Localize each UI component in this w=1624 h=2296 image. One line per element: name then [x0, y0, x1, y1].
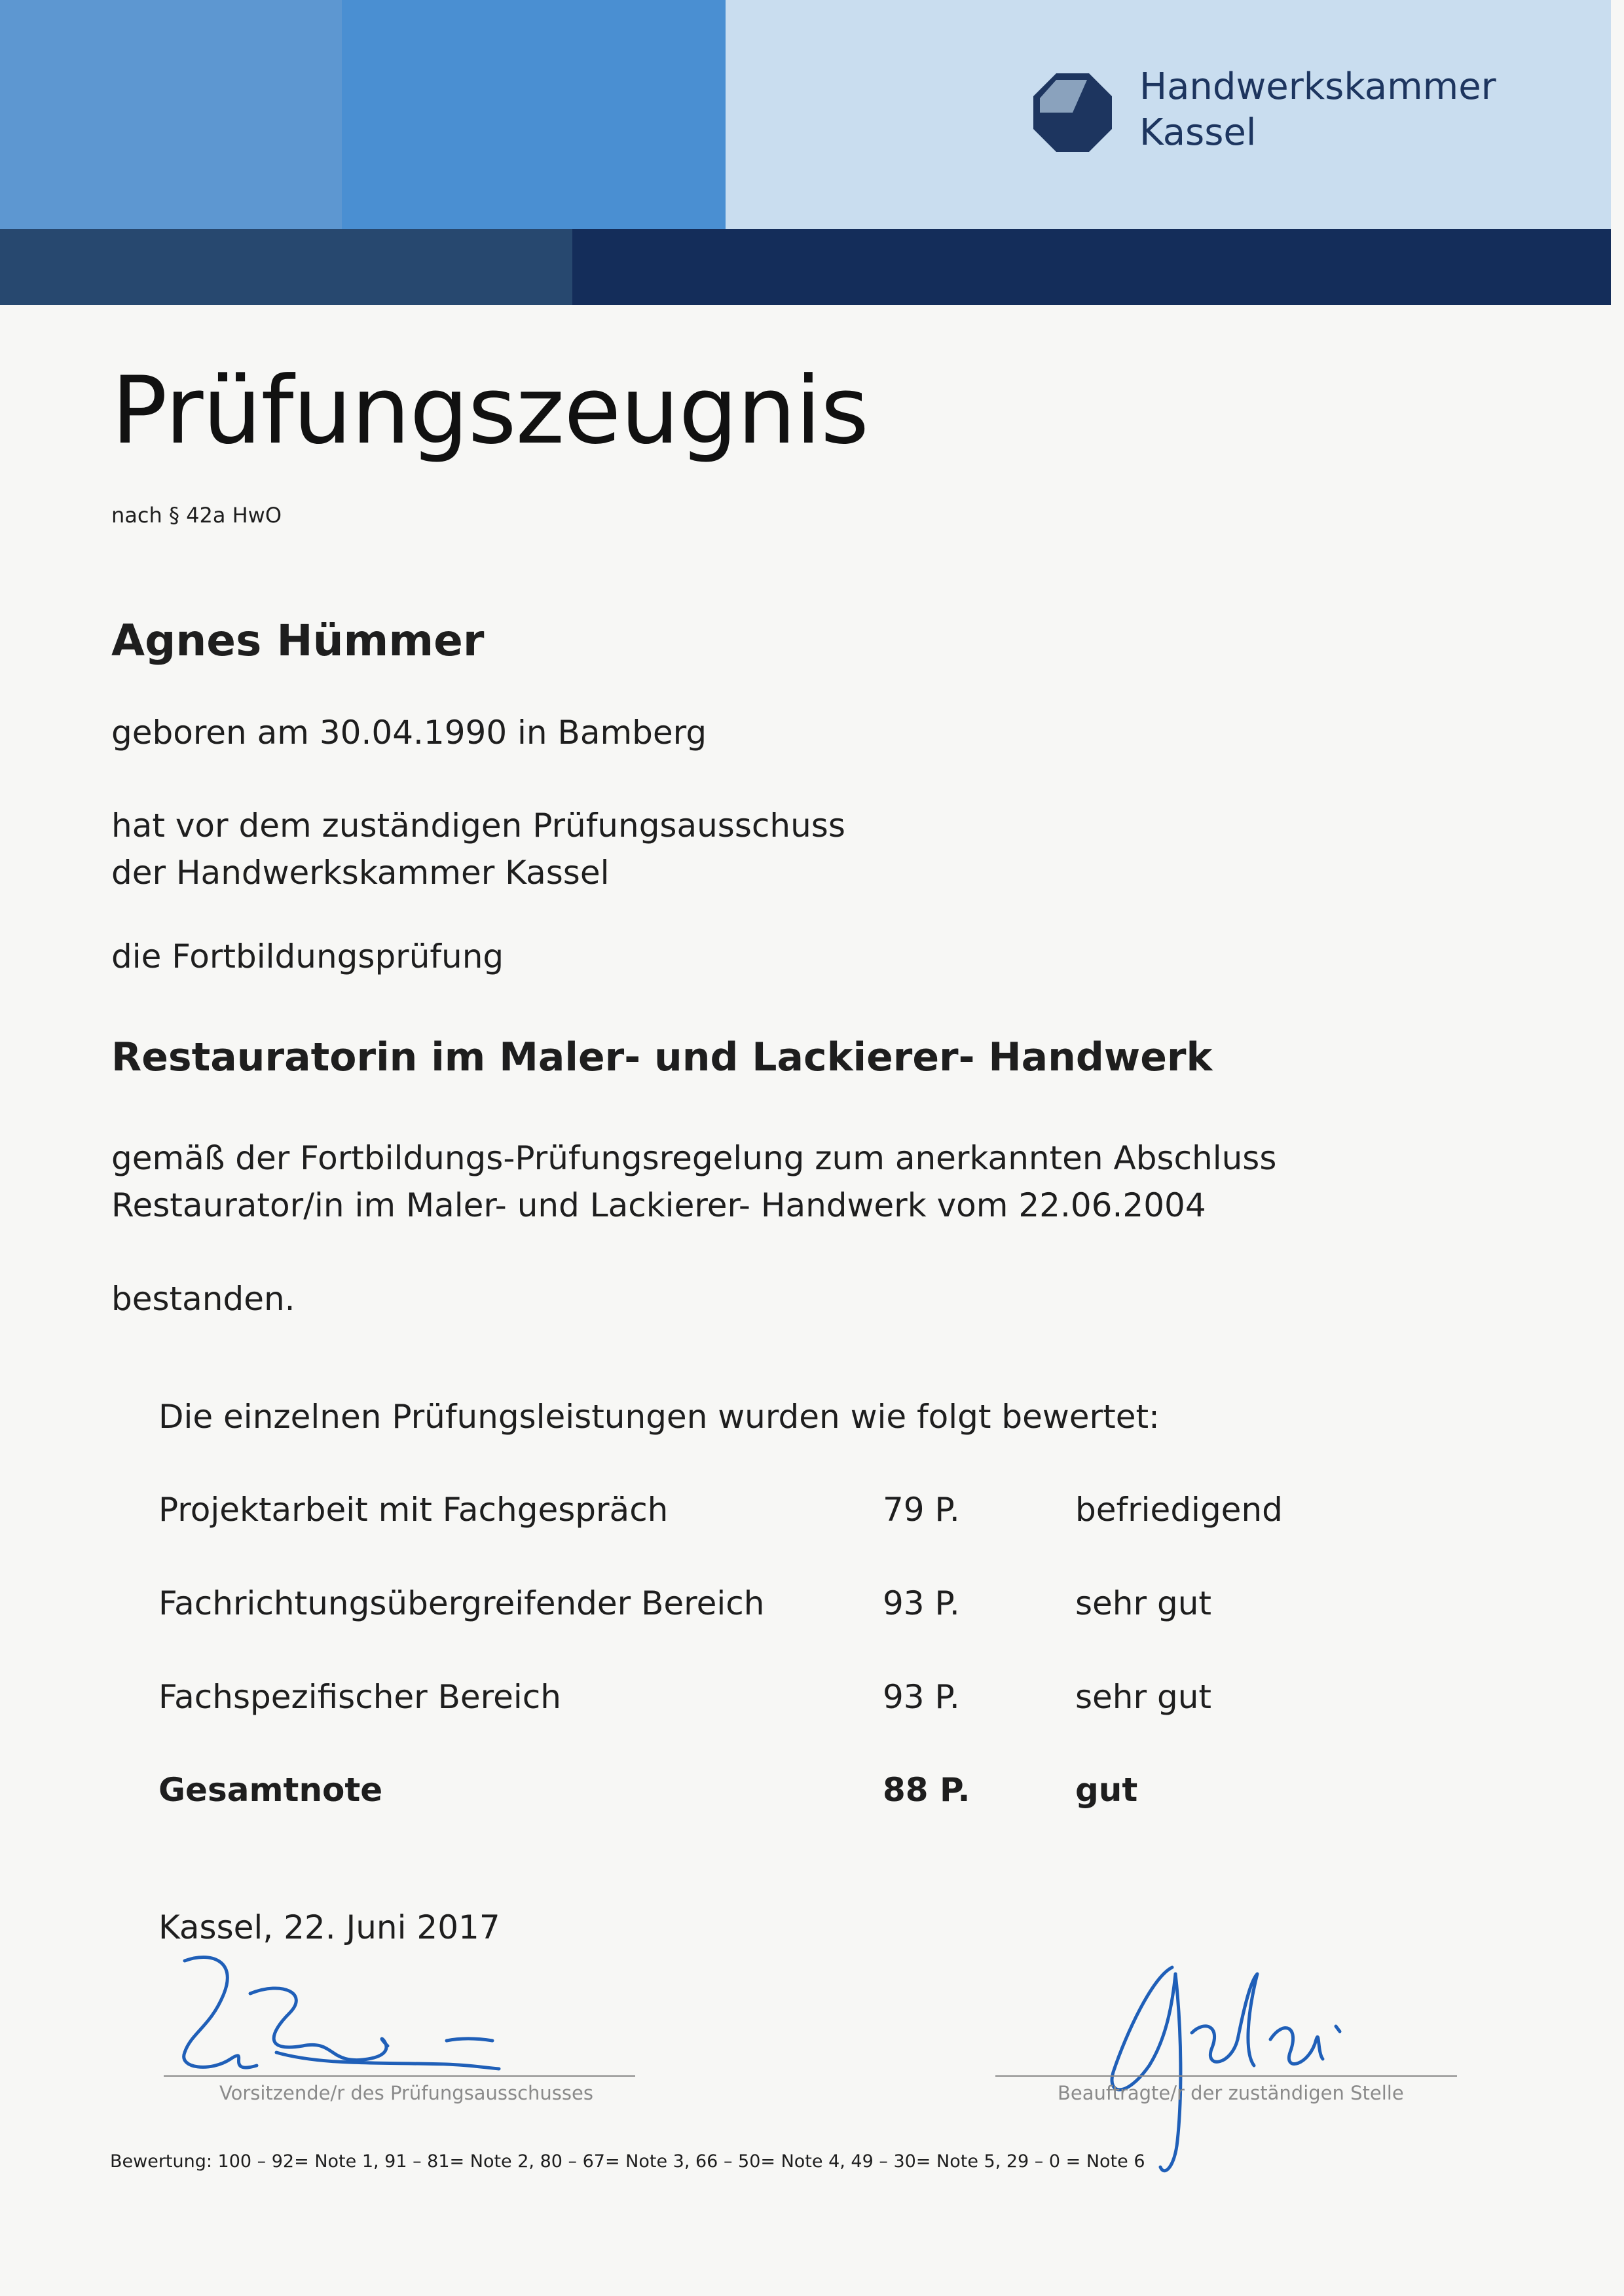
organization-name	[1139, 64, 1496, 156]
total-grade-result: gut	[1075, 1771, 1138, 1809]
header-stripe-right	[572, 229, 1611, 305]
grade-row-grade: sehr gut	[1075, 1584, 1211, 1622]
header-band-left	[0, 0, 342, 229]
exam-type: die Fortbildungsprüfung	[111, 938, 504, 975]
regulation-line-1: gemäß der Fortbildungs-Prüfungsregelung zum anerkannten Abschluss	[111, 1139, 1277, 1177]
grade-row-label: Projektarbeit mit Fachgespräch	[158, 1491, 669, 1529]
legal-basis: nach § 42a HwO	[111, 503, 282, 528]
grade-row-points: 93 P.	[883, 1584, 960, 1622]
qualification-title: Restauratorin im Maler- und Lackierer- Handwerk	[111, 1034, 1213, 1080]
candidate-name: Agnes Hümmer	[111, 615, 485, 666]
grade-row-grade: befriedigend	[1075, 1491, 1283, 1529]
signature-left	[172, 1954, 512, 2092]
grade-row-points: 93 P.	[883, 1678, 960, 1716]
signature-caption-left: Vorsitzende/r des Prüfungsausschusses	[219, 2082, 593, 2104]
grade-row-label: Fachrichtungsübergreifender Bereich	[158, 1584, 765, 1622]
signature-line-left	[164, 2075, 635, 2077]
grading-scale: Bewertung: 100 – 92= Note 1, 91 – 81= Note 2, 80 – 67= Note 3, 66 – 50= Note 4, 49 – 30= Note 5, 29 – 0 = Note 6	[110, 2151, 1145, 2172]
exam-result: bestanden.	[111, 1280, 295, 1318]
total-grade-label: Gesamtnote	[158, 1771, 383, 1809]
committee-line-2: der Handwerkskammer Kassel	[111, 854, 610, 892]
grade-row-points: 79 P.	[883, 1491, 960, 1529]
organization-line-2: Kassel	[1139, 111, 1257, 154]
header-stripe-left	[0, 229, 572, 305]
signature-right	[1074, 1954, 1369, 2180]
birth-info: geboren am 30.04.1990 in Bamberg	[111, 714, 707, 752]
total-grade-points: 88 P.	[883, 1771, 970, 1809]
header-band-middle	[342, 0, 726, 229]
committee-line-1: hat vor dem zuständigen Prüfungsausschuss	[111, 807, 845, 845]
place-and-date: Kassel, 22. Juni 2017	[158, 1908, 500, 1946]
regulation-line-2: Restaurator/in im Maler- und Lackierer- Handwerk vom 22.06.2004	[111, 1186, 1206, 1224]
grades-intro: Die einzelnen Prüfungsleistungen wurden wie folgt bewertet:	[158, 1398, 1160, 1436]
document-title: Prüfungszeugnis	[111, 357, 869, 465]
organization-line-1: Handwerkskammer	[1139, 65, 1496, 108]
signature-caption-right: Beauftragte/r der zuständigen Stelle	[1058, 2082, 1404, 2104]
signature-line-right	[995, 2075, 1457, 2077]
grade-row-grade: sehr gut	[1075, 1678, 1211, 1716]
grade-row-label: Fachspezifischer Bereich	[158, 1678, 561, 1716]
handwerkskammer-logo-icon	[1033, 73, 1112, 152]
